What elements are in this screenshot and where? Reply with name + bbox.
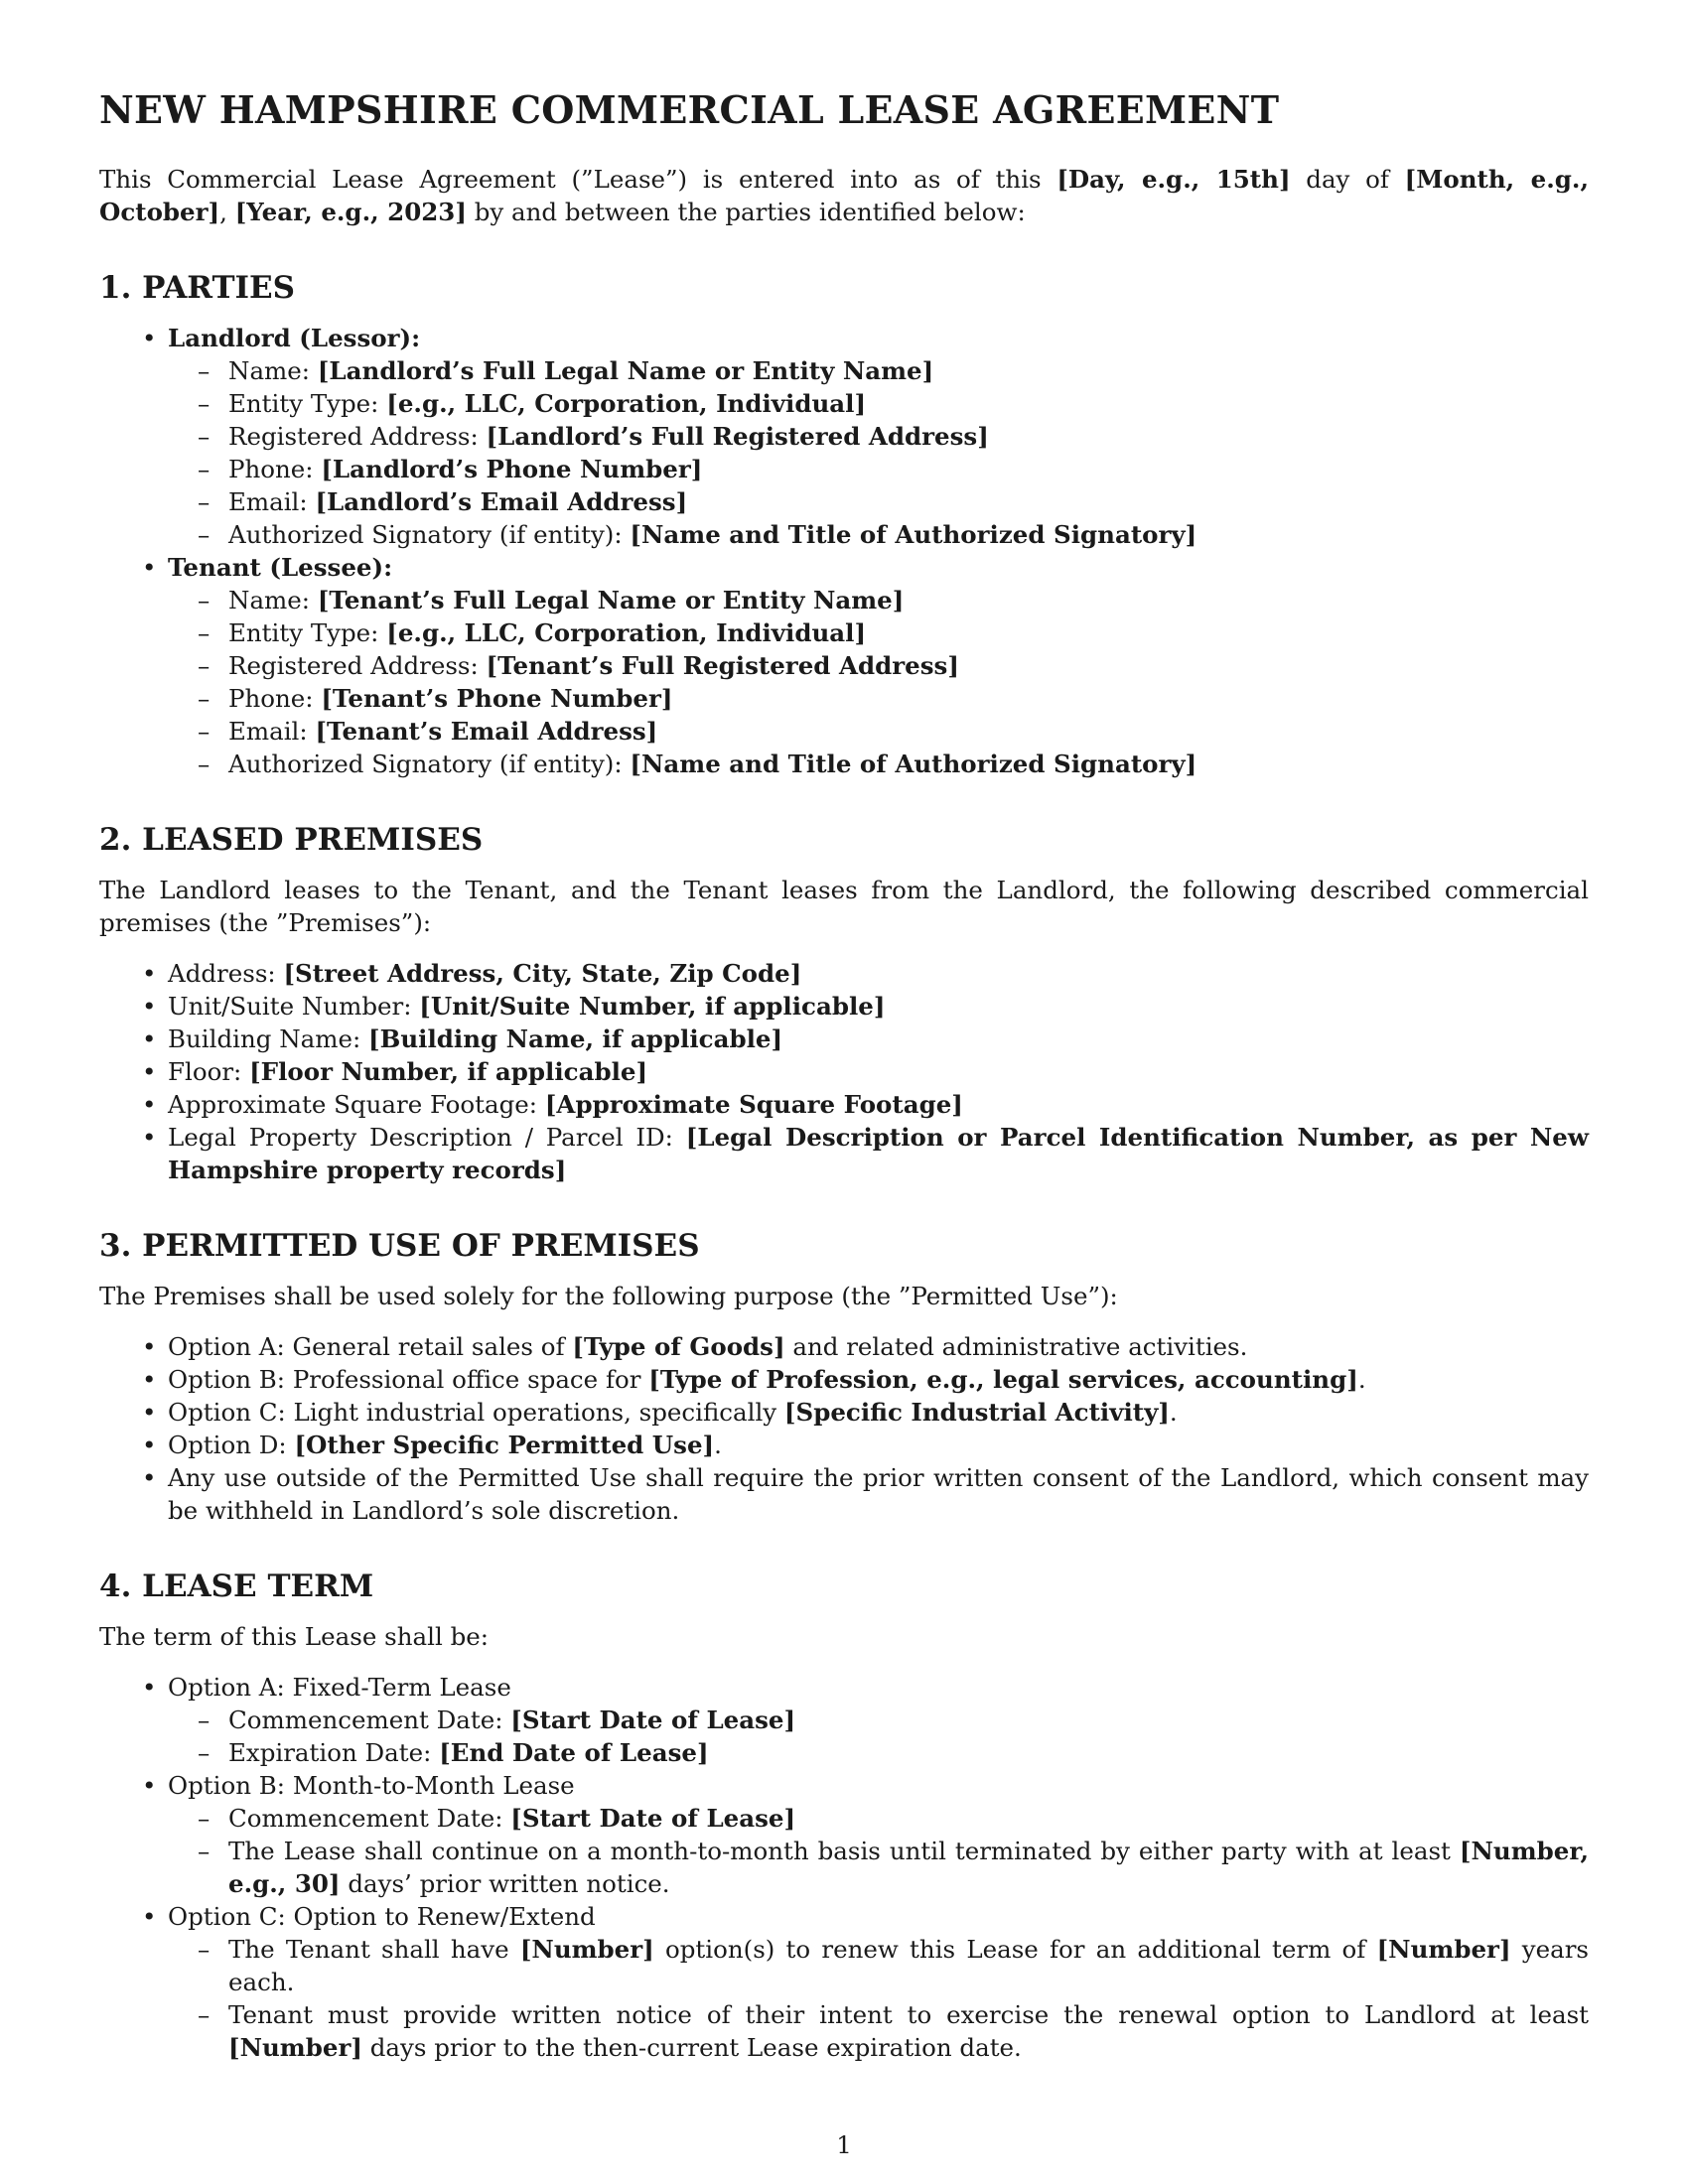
field-label: Name: bbox=[228, 356, 318, 385]
field-label: Phone: bbox=[228, 684, 322, 713]
list-item bbox=[168, 584, 1589, 616]
option-label: Option A: Fixed-Term Lease bbox=[168, 1673, 511, 1702]
list-item bbox=[168, 518, 1589, 551]
option-text: years each. bbox=[228, 1935, 1590, 1996]
option-label: Option C: Option to Renew/Extend bbox=[168, 1902, 596, 1931]
list-item bbox=[168, 453, 1589, 485]
field-value: [Name and Title of Authorized Signatory] bbox=[630, 750, 1197, 778]
option-text: days’ prior written notice. bbox=[340, 1869, 670, 1898]
option-value: [Specific Industrial Activity] bbox=[783, 1398, 1170, 1427]
field-value: [Unit/Suite Number, if applicable] bbox=[419, 992, 886, 1021]
list-item bbox=[99, 990, 1589, 1023]
list-item bbox=[168, 1802, 1589, 1835]
field-label: Expiration Date: bbox=[228, 1738, 440, 1767]
intro-paragraph bbox=[99, 163, 1589, 228]
field-value: [Landlord’s Email Address] bbox=[315, 487, 688, 516]
option-text: and related administrative activities. bbox=[784, 1332, 1248, 1361]
list-item bbox=[99, 1088, 1589, 1121]
field-value: [Number] bbox=[519, 1935, 654, 1964]
field-label: Registered Address: bbox=[228, 651, 487, 680]
page-number: 1 bbox=[836, 2130, 852, 2159]
list-item bbox=[168, 649, 1589, 682]
list-item bbox=[168, 748, 1589, 780]
landlord-label: Landlord (Lessor): bbox=[168, 324, 421, 352]
list-item bbox=[168, 420, 1589, 453]
option-value: [Type of Goods] bbox=[572, 1332, 785, 1361]
section-paragraph: The term of this Lease shall be: bbox=[99, 1622, 489, 1651]
field-label: Registered Address: bbox=[228, 422, 487, 451]
list-item bbox=[168, 1933, 1589, 1998]
list-item bbox=[99, 1900, 1589, 2064]
option-value: [Other Specific Permitted Use] bbox=[294, 1431, 715, 1459]
day-placeholder: [Day, e.g., 15th] bbox=[1056, 165, 1291, 194]
list-item bbox=[99, 1023, 1589, 1055]
option-text: Any use outside of the Permitted Use shall require the prior written consent of the Landlord, which consent may be withheld in Landlord’s sole discretion. bbox=[168, 1463, 1589, 1525]
option-details bbox=[168, 1802, 1589, 1900]
option-text: Option B: Professional office space for bbox=[168, 1365, 649, 1394]
section-permitted-use bbox=[99, 1226, 1589, 1527]
list-item bbox=[99, 957, 1589, 990]
field-label: Building Name: bbox=[168, 1024, 369, 1053]
field-label: Entity Type: bbox=[228, 389, 387, 418]
field-label: Email: bbox=[228, 487, 316, 516]
list-item bbox=[99, 1396, 1589, 1429]
field-label: Commencement Date: bbox=[228, 1706, 511, 1734]
field-value: [End Date of Lease] bbox=[439, 1738, 709, 1767]
list-item bbox=[99, 1429, 1589, 1461]
option-text: . bbox=[714, 1431, 722, 1459]
document-title: NEW HAMPSHIRE COMMERCIAL LEASE AGREEMENT bbox=[99, 87, 1280, 132]
list-item bbox=[168, 1736, 1589, 1769]
field-value: [Legal Description or Parcel Identification Number, as per New Hampshire property records] bbox=[168, 1123, 1589, 1184]
permitted-use-list bbox=[99, 1330, 1589, 1527]
field-label: Authorized Signatory (if entity): bbox=[228, 750, 631, 778]
field-value: [Number, e.g., 30] bbox=[228, 1837, 1589, 1898]
field-value: [Start Date of Lease] bbox=[510, 1706, 796, 1734]
field-value: [Building Name, if applicable] bbox=[368, 1024, 783, 1053]
field-value: [Street Address, City, State, Zip Code] bbox=[283, 959, 802, 988]
option-text: days prior to the then-current Lease expiration date. bbox=[361, 2033, 1022, 2062]
option-text: option(s) to renew this Lease for an additional term of bbox=[653, 1935, 1377, 1964]
field-value: [Landlord’s Phone Number] bbox=[321, 455, 703, 483]
landlord-item bbox=[99, 322, 1589, 551]
tenant-label: Tenant (Lessee): bbox=[168, 553, 393, 582]
field-value: [e.g., LLC, Corporation, Individual] bbox=[386, 618, 867, 647]
option-text: The Lease shall continue on a month-to-month basis until terminated by either party with at least bbox=[228, 1837, 1460, 1865]
section-paragraph: The Landlord leases to the Tenant, and the Tenant leases from the Landlord, the following described commercial premises (the ”Premises”): bbox=[99, 876, 1589, 937]
intro-text: by and between the parties identified below: bbox=[466, 198, 1026, 226]
month-placeholder: [Month, e.g., October] bbox=[99, 165, 1589, 226]
list-item bbox=[168, 715, 1589, 748]
field-value: [Landlord’s Full Legal Name or Entity Name] bbox=[317, 356, 934, 385]
document-page bbox=[99, 87, 1589, 2064]
list-item bbox=[168, 354, 1589, 387]
field-label: Commencement Date: bbox=[228, 1804, 511, 1833]
option-value: [Type of Profession, e.g., legal services, accounting] bbox=[648, 1365, 1358, 1394]
list-item bbox=[168, 1835, 1589, 1900]
option-text: . bbox=[1169, 1398, 1178, 1427]
section-paragraph: The Premises shall be used solely for the following purpose (the ”Permitted Use”): bbox=[99, 1282, 1118, 1310]
list-item bbox=[99, 1769, 1589, 1900]
option-label: Option B: Month-to-Month Lease bbox=[168, 1771, 575, 1800]
field-value: [Tenant’s Full Registered Address] bbox=[486, 651, 959, 680]
field-label: Floor: bbox=[168, 1057, 250, 1086]
year-placeholder: [Year, e.g., 2023] bbox=[234, 198, 467, 226]
list-item bbox=[168, 1998, 1589, 2064]
option-text: Option A: General retail sales of bbox=[168, 1332, 573, 1361]
field-value: [Tenant’s Phone Number] bbox=[321, 684, 673, 713]
field-label: Approximate Square Footage: bbox=[168, 1090, 545, 1119]
option-text: The Tenant shall have bbox=[228, 1935, 520, 1964]
option-text: . bbox=[1357, 1365, 1366, 1394]
section-heading: 2. LEASED PREMISES bbox=[99, 822, 484, 858]
list-item bbox=[168, 387, 1589, 420]
list-item bbox=[99, 1461, 1589, 1527]
section-leased-premises bbox=[99, 820, 1589, 1186]
field-value: [Floor Number, if applicable] bbox=[249, 1057, 648, 1086]
intro-text: This Commercial Lease Agreement (”Lease”) is entered into as of this bbox=[99, 165, 1057, 194]
option-details bbox=[168, 1704, 1589, 1769]
field-label: Entity Type: bbox=[228, 618, 387, 647]
field-value: [Number] bbox=[228, 2033, 362, 2062]
tenant-details bbox=[168, 584, 1589, 780]
section-heading: 1. PARTIES bbox=[99, 270, 296, 306]
field-label: Authorized Signatory (if entity): bbox=[228, 520, 631, 549]
field-value: [e.g., LLC, Corporation, Individual] bbox=[386, 389, 867, 418]
list-item bbox=[168, 485, 1589, 518]
list-item bbox=[99, 1671, 1589, 1769]
field-value: [Tenant’s Full Legal Name or Entity Name] bbox=[317, 586, 905, 614]
list-item bbox=[168, 682, 1589, 715]
field-label: Email: bbox=[228, 717, 316, 746]
section-lease-term bbox=[99, 1567, 1589, 2064]
landlord-details bbox=[168, 354, 1589, 551]
option-text: Tenant must provide written notice of their intent to exercise the renewal option to Landlord at least bbox=[228, 2000, 1589, 2029]
tenant-item bbox=[99, 551, 1589, 780]
field-label: Phone: bbox=[228, 455, 322, 483]
field-value: [Approximate Square Footage] bbox=[544, 1090, 963, 1119]
option-text: Option D: bbox=[168, 1431, 295, 1459]
intro-text: day of bbox=[1290, 165, 1405, 194]
option-details bbox=[168, 1933, 1589, 2064]
list-item bbox=[99, 1330, 1589, 1363]
section-heading: 4. LEASE TERM bbox=[99, 1569, 374, 1604]
field-value: [Landlord’s Full Registered Address] bbox=[486, 422, 989, 451]
field-value: [Start Date of Lease] bbox=[510, 1804, 796, 1833]
field-label: Name: bbox=[228, 586, 318, 614]
field-value: [Number] bbox=[1376, 1935, 1511, 1964]
premises-list bbox=[99, 957, 1589, 1186]
intro-text: , bbox=[219, 198, 235, 226]
field-value: [Tenant’s Email Address] bbox=[315, 717, 658, 746]
list-item bbox=[168, 1704, 1589, 1736]
lease-term-list bbox=[99, 1671, 1589, 2064]
parties-list bbox=[99, 322, 1589, 780]
list-item bbox=[99, 1363, 1589, 1396]
list-item bbox=[168, 616, 1589, 649]
field-label: Unit/Suite Number: bbox=[168, 992, 420, 1021]
field-label: Legal Property Description / Parcel ID: bbox=[168, 1123, 686, 1152]
section-heading: 3. PERMITTED USE OF PREMISES bbox=[99, 1228, 700, 1264]
list-item bbox=[99, 1055, 1589, 1088]
field-value: [Name and Title of Authorized Signatory] bbox=[630, 520, 1197, 549]
list-item bbox=[99, 1121, 1589, 1186]
field-label: Address: bbox=[168, 959, 284, 988]
option-text: Option C: Light industrial operations, specifically bbox=[168, 1398, 784, 1427]
section-parties bbox=[99, 268, 1589, 780]
